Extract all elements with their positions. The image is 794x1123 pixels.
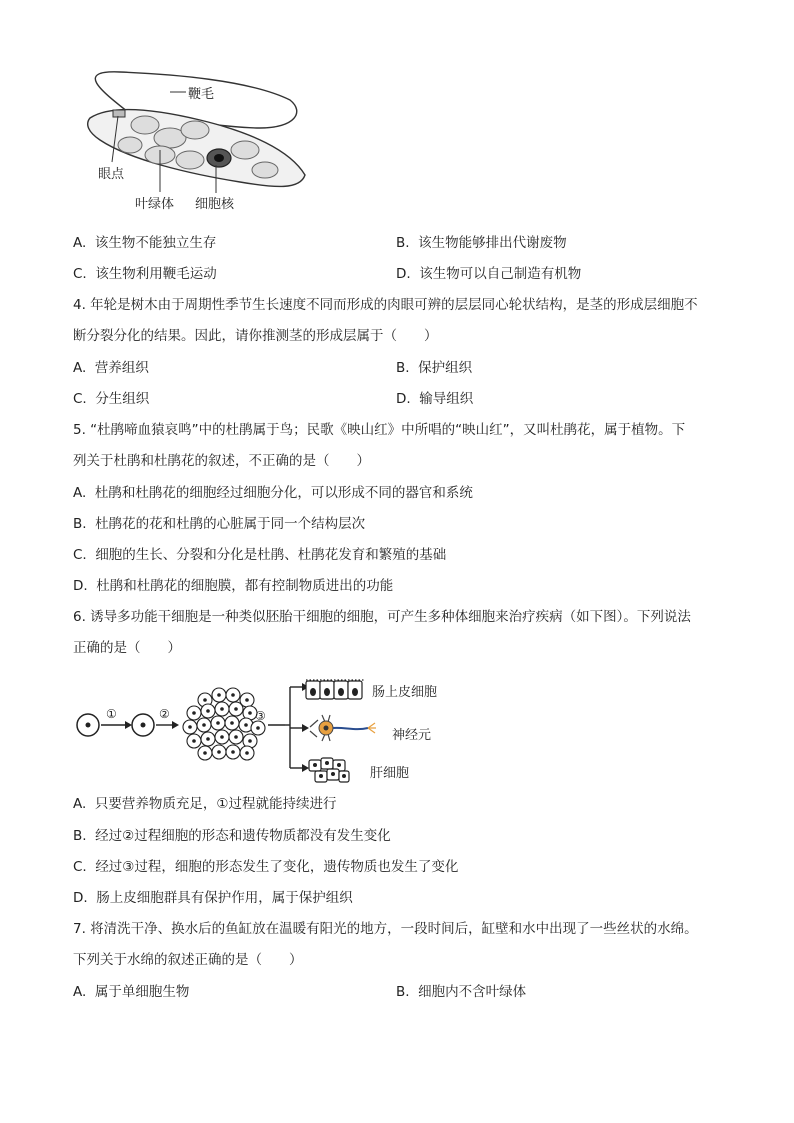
option-b[interactable]: B. 细胞内不含叶绿体 xyxy=(396,984,527,1000)
option-d[interactable]: D. 杜鹃和杜鹃花的细胞膜，都有控制物质进出的功能 xyxy=(73,578,394,594)
option-d[interactable]: D. 该生物可以自己制造有机物 xyxy=(396,266,582,282)
option-b[interactable]: B. 保护组织 xyxy=(396,360,473,376)
outcome-neuron: 神经元 xyxy=(392,728,432,743)
question-text: 断分裂分化的结果。因此，请你推测茎的形成层属于（ ） xyxy=(73,328,438,344)
question-text: 正确的是（ ） xyxy=(73,640,181,656)
label-chloroplast: 叶绿体 xyxy=(135,197,175,212)
euglena-drawing xyxy=(0,0,794,220)
cell-cluster xyxy=(183,688,265,760)
option-b[interactable]: B. 经过②过程细胞的形态和遗传物质都没有发生变化 xyxy=(73,828,391,844)
question-text: 7. 将清洗干净、换水后的鱼缸放在温暖有阳光的地方，一段时间后，缸壁和水中出现了一些丝状的水绵。 xyxy=(73,921,698,937)
option-b[interactable]: B. 该生物能够排出代谢废物 xyxy=(396,235,567,251)
question-text: 下列关于水绵的叙述正确的是（ ） xyxy=(73,952,303,968)
question-text: 6. 诱导多功能干细胞是一种类似胚胎干细胞的细胞，可产生多种体细胞来治疗疾病（如下图）。下列说法 xyxy=(73,609,691,625)
step-3-label: ③ xyxy=(255,709,266,723)
outcome-intestinal-epithelial: 肠上皮细胞 xyxy=(372,685,438,700)
option-c[interactable]: C. 细胞的生长、分裂和分化是杜鹃、杜鹃花发育和繁殖的基础 xyxy=(73,547,447,563)
step-1-label: ① xyxy=(106,707,117,721)
question-text: 4. 年轮是树木由于周期性季节生长速度不同而形成的肉眼可辨的层层同心轮状结构，是茎的形成层细胞不 xyxy=(73,297,698,313)
option-d[interactable]: D. 肠上皮细胞群具有保护作用，属于保护组织 xyxy=(73,890,353,906)
question-text: 列关于杜鹃和杜鹃花的叙述，不正确的是（ ） xyxy=(73,453,370,469)
option-a[interactable]: A. 属于单细胞生物 xyxy=(73,984,190,1000)
label-eyespot: 眼点 xyxy=(98,167,125,182)
liver-cells xyxy=(309,758,349,782)
label-nucleus: 细胞核 xyxy=(195,197,235,212)
option-d[interactable]: D. 输导组织 xyxy=(396,391,474,407)
option-b[interactable]: B. 杜鹃花的花和杜鹃的心脏属于同一个结构层次 xyxy=(73,516,366,532)
option-c[interactable]: C. 经过③过程，细胞的形态发生了变化，遗传物质也发生了变化 xyxy=(73,859,459,875)
option-a[interactable]: A. 该生物不能独立生存 xyxy=(73,235,217,251)
option-c[interactable]: C. 分生组织 xyxy=(73,391,150,407)
outcome-liver-cell: 肝细胞 xyxy=(370,766,410,781)
option-a[interactable]: A. 营养组织 xyxy=(73,360,149,376)
question-text: 5. “杜鹃啼血猿哀鸣”中的杜鹃属于鸟；民歌《映山红》中所唱的“映山红”，又叫杜鹃花，属于植物。下 xyxy=(73,422,686,438)
step-2-label: ② xyxy=(159,707,170,721)
option-a[interactable]: A. 只要营养物质充足，①过程就能持续进行 xyxy=(73,796,337,812)
option-a[interactable]: A. 杜鹃和杜鹃花的细胞经过细胞分化，可以形成不同的器官和系统 xyxy=(73,485,473,501)
neuron xyxy=(310,715,376,741)
label-flagellum: 鞭毛 xyxy=(188,87,215,102)
option-c[interactable]: C. 该生物利用鞭毛运动 xyxy=(73,266,217,282)
